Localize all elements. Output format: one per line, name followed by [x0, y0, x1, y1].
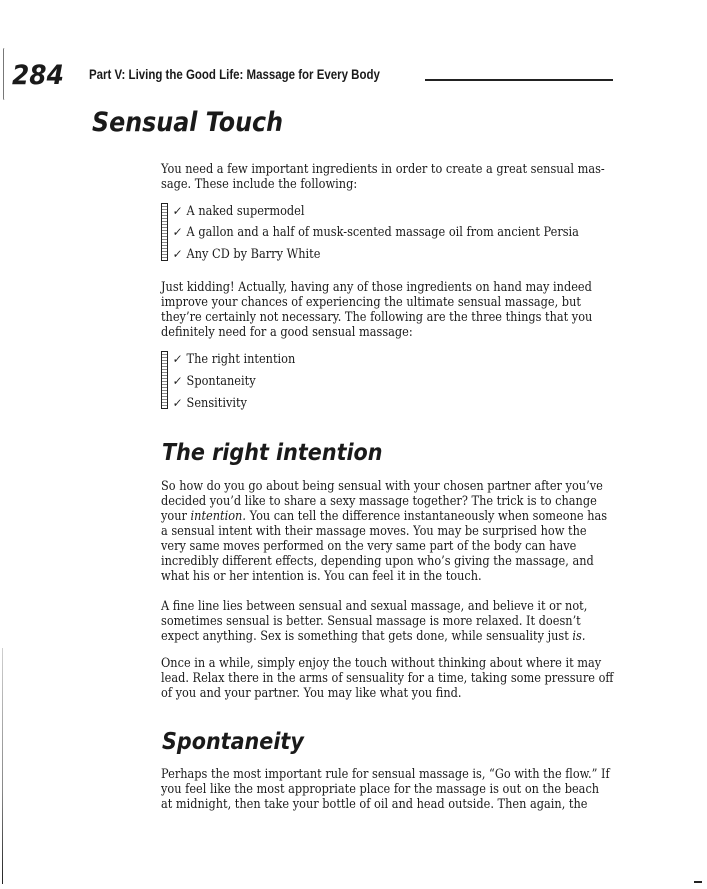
running-head-rule [425, 79, 613, 81]
text-line: incredibly different effects, depending upon who’s giving the massage, and [161, 553, 594, 568]
emphasis-text: is. [572, 628, 586, 643]
list-item [173, 203, 304, 218]
check-icon: ✓ [171, 374, 184, 388]
page-edge-shadow [2, 648, 3, 884]
running-head-title: Part V: Living the Good Life: Massage for Every Body [89, 66, 380, 82]
text-line: at midnight, then take your bottle of oil and head outside. Then again, the [161, 796, 588, 811]
list-item [173, 246, 320, 261]
kidding-paragraph [161, 279, 621, 339]
text-line: Once in a while, simply enjoy the touch without thinking about where it may [161, 655, 602, 670]
text-line: what his or her intention is. You can feel it in the touch. [161, 568, 482, 583]
text-line: definitely need for a good sensual massage: [161, 324, 413, 339]
text-line: very same moves performed on the very same part of the body can have [161, 538, 577, 553]
list-item [173, 351, 295, 366]
text-line: they’re certainly not necessary. The following are the three things that you [161, 309, 593, 324]
text-line [161, 628, 586, 643]
section-heading-spontaneity: Spontaneity [162, 729, 304, 755]
page-edge-shadow [3, 48, 6, 100]
list-item [173, 373, 256, 388]
text-segment: expect anything. Sex is something that gets done, while sensuality just [161, 628, 573, 643]
text-line: sometimes sensual is better. Sensual massage is more relaxed. It doesn’t [161, 613, 581, 628]
list-item-text: Sensitivity [186, 395, 247, 410]
check-icon: ✓ [171, 247, 184, 261]
page-number: 284 [12, 60, 64, 91]
text-segment: You can tell the difference instantaneously when someone has [245, 508, 608, 523]
text-line: So how do you go about being sensual with your chosen partner after you’ve [161, 478, 603, 493]
text-line: You need a few important ingredients in order to create a great sensual mas- [161, 161, 605, 176]
text-segment: your [161, 508, 191, 523]
list-sidebar-bar [161, 203, 168, 261]
text-line: lead. Relax there in the arms of sensuality for a time, taking some pressure off [161, 670, 614, 685]
section-heading-intention: The right intention [162, 440, 383, 466]
chapter-section-heading: Sensual Touch [92, 107, 284, 138]
text-line [161, 508, 608, 523]
intro-paragraph [161, 161, 621, 191]
list-item-text: Spontaneity [186, 373, 256, 388]
text-line: sage. These include the following: [161, 176, 358, 191]
text-line: A fine line lies between sensual and sexual massage, and believe it or not, [161, 598, 588, 613]
scan-mark [694, 881, 702, 883]
check-icon: ✓ [171, 225, 184, 239]
spontaneity-paragraph-1 [161, 766, 621, 811]
intention-paragraph-3 [161, 655, 621, 700]
text-line: of you and your partner. You may like what you find. [161, 685, 462, 700]
list-sidebar-bar [161, 351, 168, 409]
running-head [12, 60, 612, 96]
text-line: improve your chances of experiencing the ultimate sensual massage, but [161, 294, 581, 309]
list-item-text: Any CD by Barry White [186, 246, 321, 261]
intention-paragraph-1 [161, 478, 621, 583]
intention-paragraph-2 [161, 598, 621, 643]
text-line: a sensual intent with their massage moves. You may be surprised how the [161, 523, 587, 538]
emphasis-text: intention. [190, 508, 246, 523]
check-icon: ✓ [171, 396, 184, 410]
text-line: Perhaps the most important rule for sensual massage is, “Go with the flow.” If [161, 766, 610, 781]
text-line: decided you’d like to share a sexy massage together? The trick is to change [161, 493, 597, 508]
list-item-text: A gallon and a half of musk-scented massage oil from ancient Persia [186, 224, 579, 239]
list-item [173, 395, 247, 410]
check-icon: ✓ [171, 204, 184, 218]
text-line: Just kidding! Actually, having any of those ingredients on hand may indeed [161, 279, 592, 294]
list-item [173, 224, 579, 239]
check-icon: ✓ [171, 352, 184, 366]
list-item-text: The right intention [186, 351, 296, 366]
text-line: you feel like the most appropriate place for the massage is out on the beach [161, 781, 600, 796]
list-item-text: A naked supermodel [186, 203, 305, 218]
